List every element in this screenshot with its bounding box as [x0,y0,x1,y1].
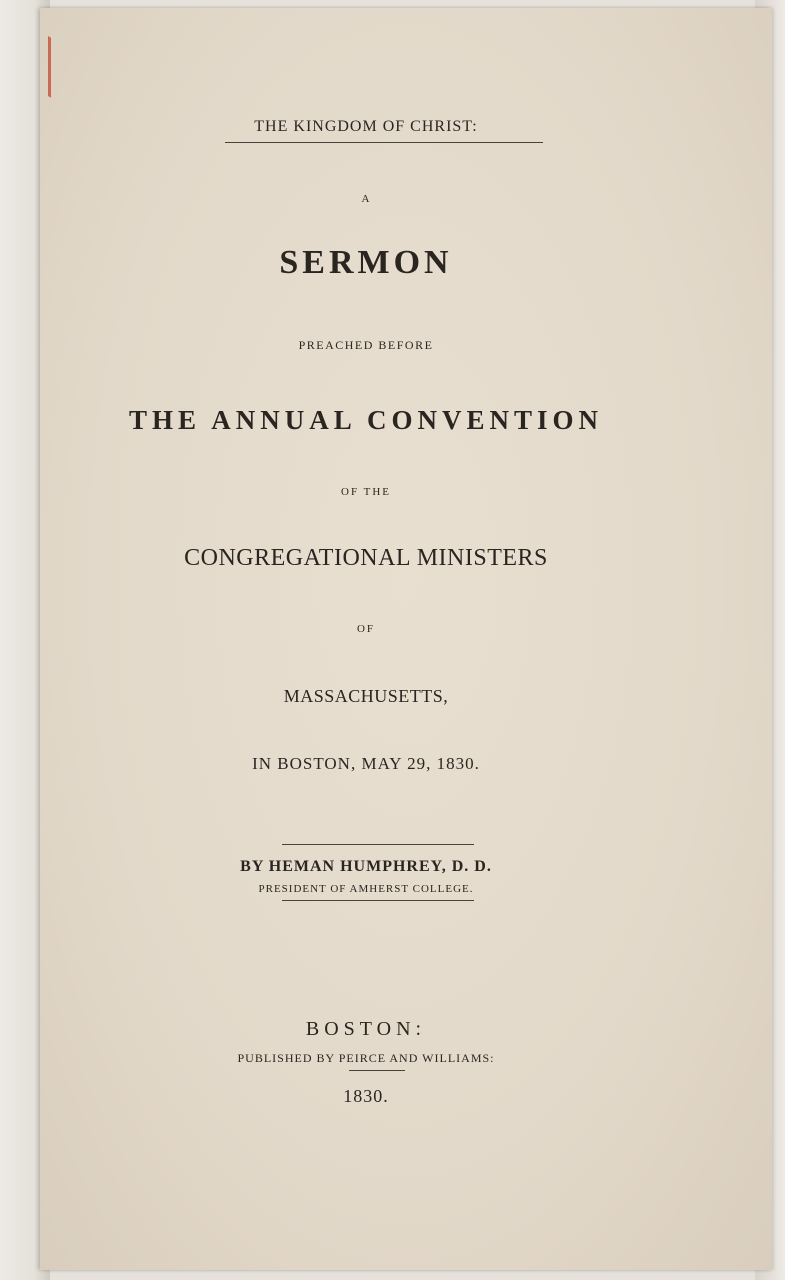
imprint-year: 1830. [343,1086,389,1106]
title-page [40,8,772,1270]
author-rule-bottom [282,900,474,901]
main-title: SERMON [279,244,453,281]
imprint-rule [349,1070,405,1071]
author-rule-top [282,844,474,845]
imprint-publisher: PUBLISHED BY PEIRCE AND WILLIAMS: [237,1051,495,1065]
title-rule [225,142,543,143]
state-name: MASSACHUSETTS, [283,686,449,706]
author-title: PRESIDENT OF AMHERST COLLEGE. [258,883,474,895]
convention-heading: THE ANNUAL CONVENTION [128,405,604,435]
red-ink-mark [48,36,55,100]
article-word: A [361,193,371,205]
of-the-line: OF THE [341,486,391,498]
imprint-city: BOSTON: [305,1018,427,1040]
of-line: OF [356,623,376,635]
ministers-heading: CONGREGATIONAL MINISTERS [184,545,548,571]
preached-before: PREACHED BEFORE [298,338,434,352]
running-title: THE KINGDOM OF CHRIST: [254,118,478,135]
author-line: BY HEMAN HUMPHREY, D. D. [240,858,492,875]
place-date: IN BOSTON, MAY 29, 1830. [252,754,480,773]
